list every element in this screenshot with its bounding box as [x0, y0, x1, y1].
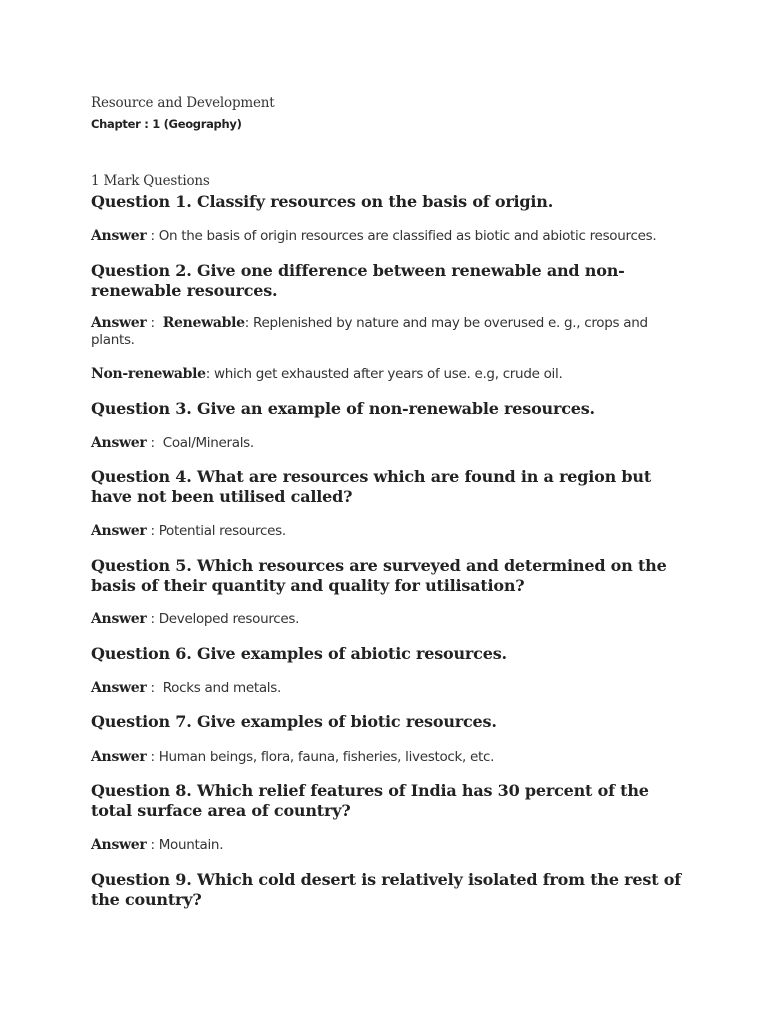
answer-label: Answer — [91, 228, 147, 244]
answer-text: : Replenished by nature and may be overused e. g., crops and plants. — [91, 315, 648, 348]
question-6: Question 6. Give examples of abiotic resources. — [91, 644, 507, 663]
answer-text: : Mountain. — [146, 837, 224, 853]
answer-separator: : — [146, 315, 163, 331]
question-7: Question 7. Give examples of biotic resources. — [91, 712, 497, 731]
question-8: Question 8. Which relief features of India has 30 percent of the total surface area of country? — [91, 781, 649, 820]
question-4: Question 4. What are resources which are found in a region but have not been utilised called? — [91, 467, 652, 506]
answer-label: Answer — [91, 749, 147, 765]
answer-6 — [91, 680, 691, 697]
section-heading: 1 Mark Questions — [91, 173, 210, 189]
answer-label: Answer — [91, 523, 147, 539]
answer-5 — [91, 611, 691, 628]
answer-label: Answer — [91, 680, 147, 696]
answer-4 — [91, 523, 691, 540]
answer-text: : Coal/Minerals. — [146, 435, 254, 451]
answer-label: Answer — [91, 435, 147, 451]
answer-3 — [91, 435, 691, 452]
answer-text: : Rocks and metals. — [146, 680, 281, 696]
question-3: Question 3. Give an example of non-renewable resources. — [91, 399, 595, 418]
answer-1 — [91, 228, 691, 245]
chapter-heading: Chapter : 1 (Geography) — [91, 117, 242, 131]
answer-label: Answer — [91, 315, 147, 331]
answer-term-renewable: Renewable — [162, 315, 245, 331]
answer-2 — [91, 315, 671, 349]
answer-2-extra — [91, 366, 691, 383]
question-9: Question 9. Which cold desert is relatively isolated from the rest of the country? — [91, 870, 681, 909]
question-5: Question 5. Which resources are surveyed and determined on the basis of their quantity and quality for utilisation? — [91, 556, 667, 595]
document-title: Resource and Development — [91, 95, 275, 111]
answer-text: : On the basis of origin resources are classified as biotic and abiotic resources. — [146, 228, 657, 244]
answer-7 — [91, 749, 691, 766]
answer-label: Answer — [91, 837, 147, 853]
answer-8 — [91, 837, 691, 854]
question-2: Question 2. Give one difference between renewable and non-renewable resources. — [91, 261, 625, 300]
answer-text: : Developed resources. — [146, 611, 300, 627]
answer-text: : Human beings, flora, fauna, fisheries, livestock, etc. — [146, 749, 495, 765]
answer-label: Answer — [91, 611, 147, 627]
question-1: Question 1. Classify resources on the basis of origin. — [91, 192, 554, 211]
answer-text: : which get exhausted after years of use. e.g, crude oil. — [205, 366, 563, 382]
answer-text: : Potential resources. — [146, 523, 286, 539]
answer-term-non-renewable: Non-renewable — [91, 366, 206, 382]
